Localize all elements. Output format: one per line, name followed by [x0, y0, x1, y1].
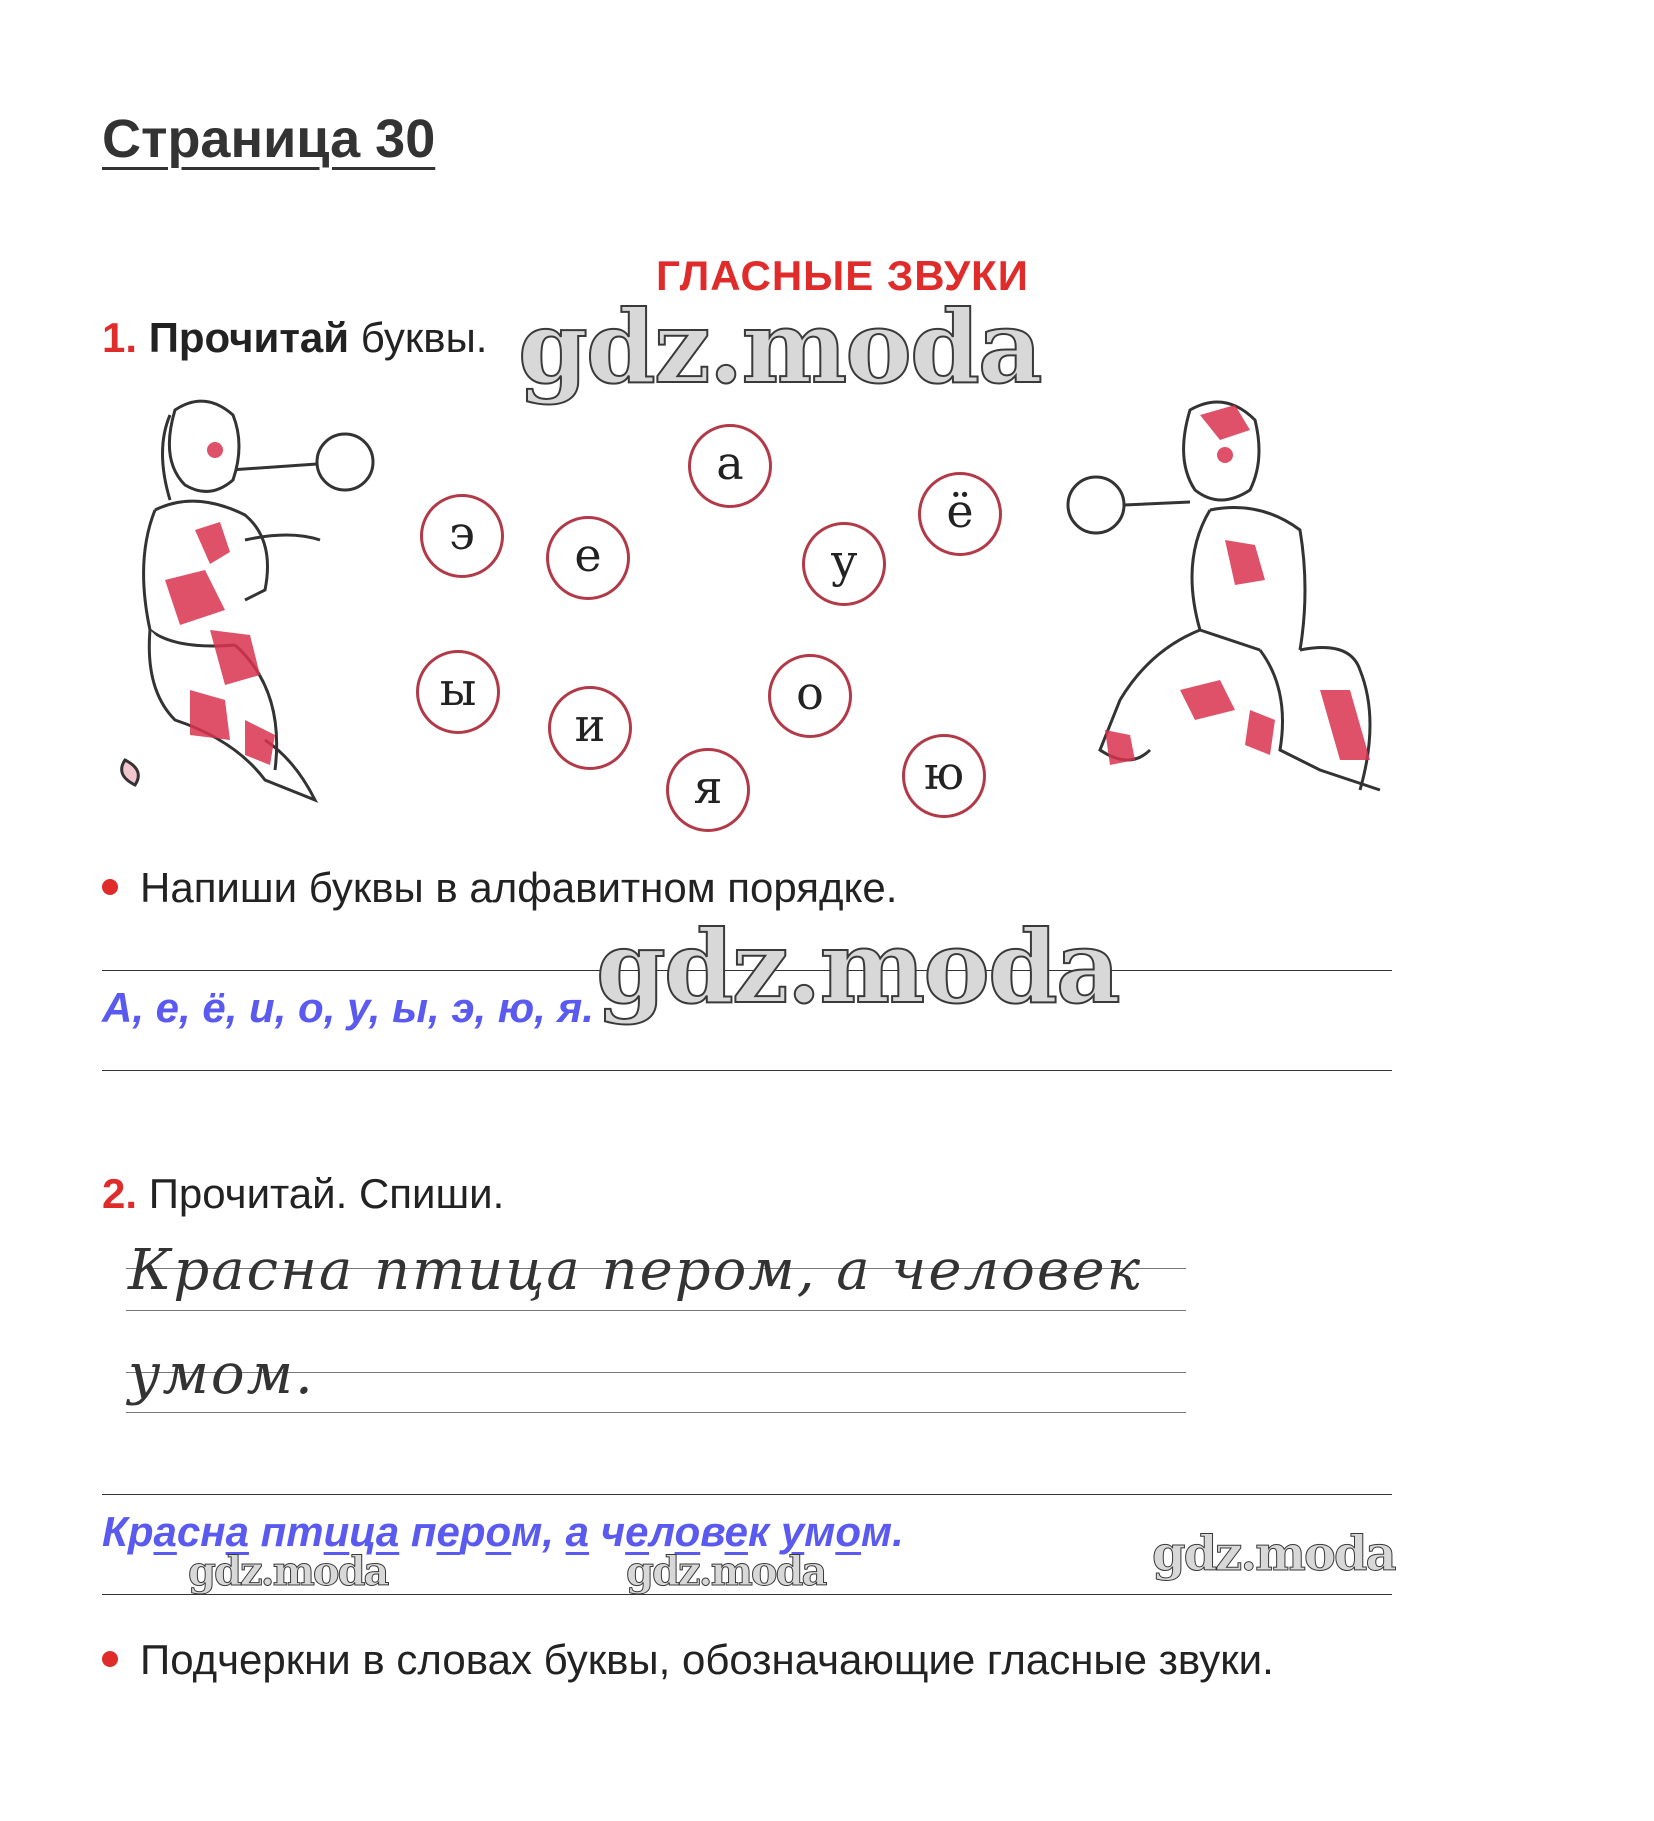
answer-vowel-underlined: а	[153, 1508, 177, 1555]
task2-bullet-text: Подчеркни в словах буквы, обозначающие гласные звуки.	[140, 1636, 1274, 1683]
letter-bubble: ю	[902, 734, 986, 818]
answer-text-part: м,	[511, 1508, 566, 1555]
answer-vowel-underlined: о	[674, 1508, 701, 1555]
answer-vowel-underlined: о	[485, 1508, 512, 1555]
watermark-3: gdz.moda	[188, 1548, 388, 1595]
script-guide-line	[126, 1310, 1186, 1311]
boy-blowing-bubble-left-illustration	[115, 390, 385, 820]
answer-text-part: м.	[861, 1508, 904, 1555]
boy-blowing-bubble-right-illustration	[1060, 390, 1400, 820]
answer-text-part: п	[399, 1508, 437, 1555]
answer-vowel-underlined: у	[780, 1508, 805, 1555]
section-title: ГЛАСНЫЕ ЗВУКИ	[656, 252, 1029, 299]
answer-vowel-underlined: е	[436, 1508, 460, 1555]
task2-text: Прочитай. Спиши.	[148, 1170, 505, 1217]
task1-bullet	[102, 864, 897, 912]
task2-number: 2.	[102, 1170, 138, 1217]
answer-vowel-underlined: е	[724, 1508, 748, 1555]
answer-text-part: сн	[176, 1508, 226, 1555]
watermark-1: gdz.moda	[518, 288, 1041, 406]
letter-bubble: э	[420, 494, 504, 578]
answer-text-part: л	[649, 1508, 675, 1555]
answer-text-part: р	[459, 1508, 486, 1555]
answer-text-part: ч	[588, 1508, 626, 1555]
watermark-2: gdz.moda	[596, 908, 1119, 1026]
script-sample-line1: Красна птица пером, а человек	[128, 1238, 1143, 1303]
answer-vowel-underlined: а	[225, 1508, 249, 1555]
answer-text-part: к	[747, 1508, 781, 1555]
writing-line	[102, 1070, 1392, 1071]
task1-verb: Прочитай	[148, 314, 350, 361]
answer-vowel-underlined: а	[375, 1508, 400, 1555]
bullet-dot-icon	[102, 1651, 118, 1667]
letter-bubble: а	[688, 424, 772, 508]
writing-line	[102, 1494, 1392, 1495]
task1-answer: А, е, ё, и, о, у, ы, э, ю, я.	[102, 984, 594, 1031]
task1-heading	[102, 314, 487, 362]
answer-vowel-underlined: о	[835, 1508, 861, 1555]
letter-bubble: о	[768, 654, 852, 738]
page-title: Страница 30	[102, 109, 436, 169]
answer-text-part: м	[804, 1508, 836, 1555]
answer-vowel-underlined: и	[323, 1508, 350, 1555]
answer-vowel-underlined: е	[625, 1508, 650, 1555]
script-guide-line	[126, 1412, 1186, 1413]
answer-text-part: в	[700, 1508, 725, 1555]
task1-rest: буквы.	[360, 314, 488, 361]
answer-vowel-underlined: а	[565, 1508, 589, 1555]
script-sample-line2: умом.	[128, 1342, 315, 1407]
task1-number: 1.	[102, 314, 138, 361]
watermark-5: gdz.moda	[1152, 1526, 1395, 1582]
letter-bubble: у	[802, 522, 886, 606]
letter-bubble: ё	[918, 472, 1002, 556]
letter-bubble: ы	[416, 650, 500, 734]
letter-bubble: и	[548, 686, 632, 770]
task2-heading	[102, 1170, 504, 1218]
answer-text-part: пт	[248, 1508, 324, 1555]
task1-bullet-text: Напиши буквы в алфавитном порядке.	[140, 864, 898, 911]
answer-text-part: ц	[349, 1508, 376, 1555]
letter-bubble: е	[546, 516, 630, 600]
bullet-dot-icon	[102, 879, 118, 895]
answer-text-part: Кр	[102, 1508, 154, 1555]
letter-bubble: я	[666, 748, 750, 832]
task2-bullet	[102, 1636, 1274, 1684]
watermark-4: gdz.moda	[626, 1548, 826, 1595]
